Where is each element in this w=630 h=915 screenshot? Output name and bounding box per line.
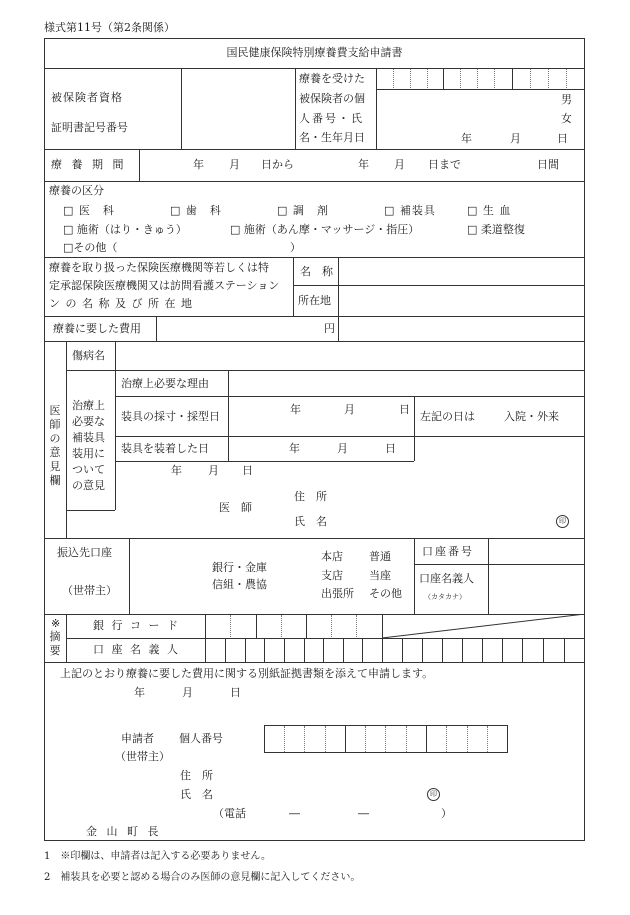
branch-main: 本店 — [321, 550, 343, 563]
institution-address-label: 所在地 — [298, 294, 331, 307]
phone-open: （電話 — [213, 807, 246, 820]
patient-label-1: 療養を受けた — [299, 72, 365, 85]
disease-label: 傷病名 — [72, 349, 105, 362]
wear-month: 月 — [337, 442, 348, 455]
remarks-diagonal — [382, 614, 585, 638]
category-judo[interactable]: □ 柔道整復 — [467, 223, 525, 236]
doctor-sign-year: 年 — [171, 464, 182, 477]
applicant-name-label: 氏 名 — [180, 788, 213, 801]
phone-dash-1: ― — [289, 807, 300, 820]
doctor-seal-icon: 印 — [556, 515, 569, 528]
apply-month: 月 — [182, 686, 193, 699]
account-number-label: 口座番号 — [422, 545, 474, 558]
form-title: 国民健康保険特別療養費支給申請書 — [226, 46, 403, 59]
insured-cert-label-2: 証明書記号番号 — [51, 121, 128, 134]
category-label: 療養の区分 — [49, 184, 104, 197]
fit-date-label: 装具の採寸・採型日 — [121, 410, 220, 423]
bank-type-2: 信組・農協 — [212, 578, 267, 591]
bank-head-label: （世帯主） — [62, 584, 117, 597]
note-1: 1 ※印欄は、申請者は記入する必要ありません。 — [44, 851, 271, 862]
category-other[interactable]: □その他（ — [63, 241, 118, 254]
period-to-year: 年 — [358, 158, 369, 171]
period-to-month: 月 — [394, 158, 405, 171]
bank-code-label: 銀 行 コ ー ド — [93, 619, 180, 632]
account-type-current[interactable]: 当座 — [369, 569, 391, 582]
mayor-label: 金 山 町 長 — [86, 825, 162, 838]
treatment-reason-label: 治療上必要な理由 — [121, 377, 209, 390]
fit-year: 年 — [290, 403, 301, 416]
applicant-label: 申請者 — [121, 732, 154, 745]
period-to: 日まで — [428, 158, 461, 171]
patient-label-4: 名・生年月日 — [299, 131, 365, 144]
doctor-sign-day: 日 — [242, 464, 253, 477]
doctor-label: 医 師 — [219, 501, 252, 514]
category-other-close: ） — [290, 241, 301, 254]
birth-month: 月 — [510, 132, 521, 145]
branch-sub: 支店 — [321, 569, 343, 582]
institution-label-2: 定承認保険医療機関又は訪問看護ステーション — [49, 279, 280, 292]
doctor-name-label: 氏 名 — [294, 515, 327, 528]
category-pharmacy[interactable]: □ 調 剤 — [277, 204, 329, 217]
phone-dash-2: ― — [358, 807, 369, 820]
patient-label-2: 被保険者の個 — [299, 92, 365, 105]
phone-close: ） — [441, 807, 452, 820]
apply-year: 年 — [134, 686, 145, 699]
remarks-holder-label: 口 座 名 義 人 — [93, 643, 180, 656]
institution-name-label: 名 称 — [300, 265, 333, 278]
bank-type-1: 銀行・金庫 — [212, 561, 267, 574]
my-number-field[interactable] — [264, 725, 508, 753]
category-massage[interactable]: □ 施術（あん摩・マッサージ・指圧） — [230, 223, 420, 236]
account-type-other[interactable]: その他 — [369, 587, 402, 600]
note-2: 2 補装具を必要と認める場合のみ医師の意見欄に記入してください。 — [44, 872, 361, 883]
birth-year: 年 — [461, 132, 472, 145]
bank-account-label: 振込先口座 — [57, 546, 112, 559]
applicant-head-label: （世帯主） — [115, 750, 170, 763]
wear-day: 日 — [385, 442, 396, 455]
doctor-address-label: 住 所 — [294, 490, 327, 503]
period-from: 日から — [261, 158, 294, 171]
doctor-sign-month: 月 — [208, 464, 219, 477]
fit-month: 月 — [344, 403, 355, 416]
remarks-label: 摘要 — [49, 630, 61, 657]
application-statement: 上記のとおり療養に要した費用に関する別紙証拠書類を添えて申請します。 — [60, 667, 434, 680]
female-option[interactable]: 女 — [561, 112, 572, 125]
birth-day: 日 — [557, 132, 568, 145]
institution-label-1: 療養を取り扱った保険医療機関等若しくは特 — [49, 261, 269, 274]
apply-day: 日 — [230, 686, 241, 699]
cost-unit: 円 — [324, 322, 335, 335]
category-blood[interactable]: □ 生 血 — [467, 204, 512, 217]
period-from-year: 年 — [193, 158, 204, 171]
applicant-address-label: 住 所 — [180, 769, 213, 782]
form-number: 様式第11号（第2条関係） — [44, 21, 175, 34]
account-type-normal[interactable]: 普通 — [369, 550, 391, 563]
insured-cert-label-1: 被保険者資格 — [51, 91, 123, 104]
wear-date-label: 装具を装着した日 — [121, 442, 209, 455]
account-holder-label: 口座名義人 — [419, 572, 474, 585]
period-from-month: 月 — [229, 158, 240, 171]
left-date-note: 左記の日は — [420, 410, 475, 423]
period-label: 療 養 期 間 — [51, 158, 127, 171]
katakana-note: （カタカナ） — [424, 593, 466, 601]
patient-label-3: 人番号・氏 — [299, 112, 364, 125]
male-option[interactable]: 男 — [561, 93, 572, 106]
category-acupuncture[interactable]: □ 施術（はり・きゅう） — [63, 223, 187, 236]
wear-year: 年 — [289, 442, 300, 455]
branch-office: 出張所 — [321, 587, 354, 600]
category-device[interactable]: □ 補装具 — [384, 204, 436, 217]
inpatient-outpatient[interactable]: 入院・外来 — [504, 410, 559, 423]
remarks-mark: ※ — [51, 617, 61, 630]
doctor-opinion-side-label: 医師の意見欄 — [49, 404, 61, 487]
fit-day: 日 — [399, 403, 410, 416]
category-dental[interactable]: □ 歯 科 — [170, 204, 222, 217]
device-opinion-label: 治療上必要な補装具装用についての意見 — [72, 399, 105, 492]
applicant-seal-icon: 印 — [427, 788, 440, 801]
cost-label: 療養に要した費用 — [53, 322, 141, 335]
applicant-my-number-label: 個人番号 — [179, 732, 223, 745]
institution-label-3: ン の 名 称 及 び 所 在 地 — [49, 297, 193, 310]
category-medical[interactable]: □ 医 科 — [63, 204, 115, 217]
period-days: 日間 — [537, 158, 559, 171]
